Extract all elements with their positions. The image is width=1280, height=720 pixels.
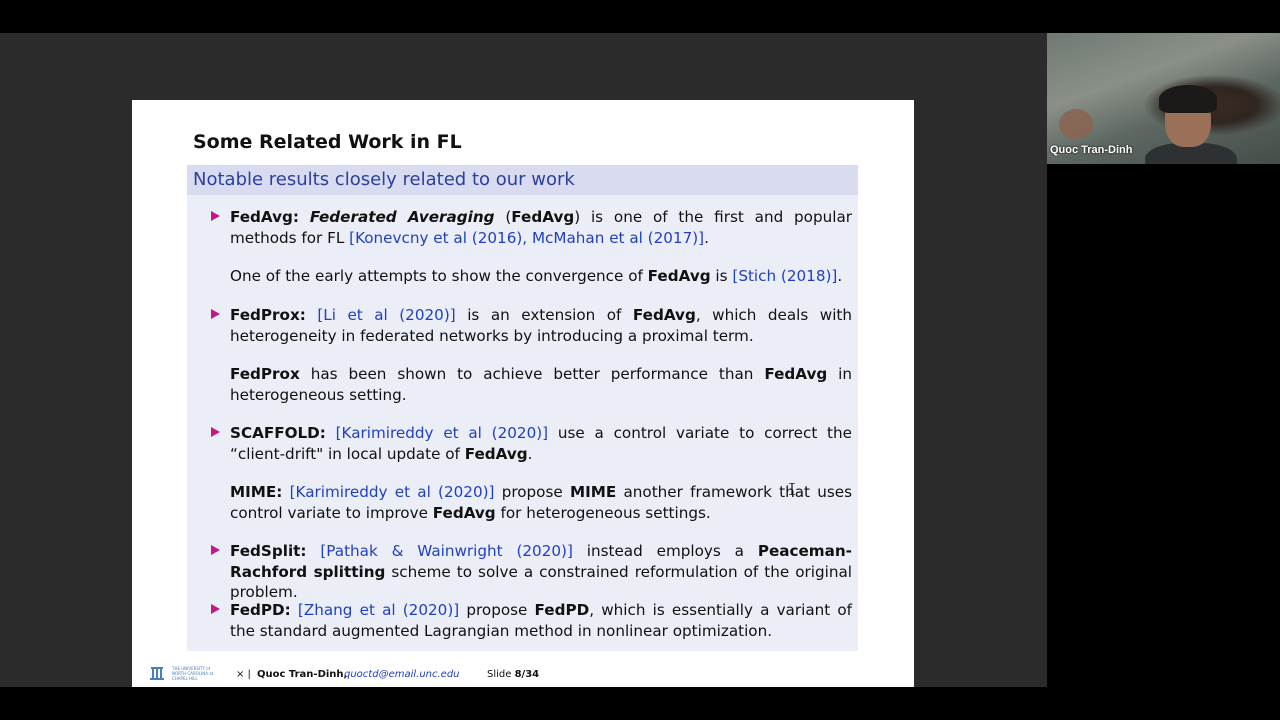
footer-slide-number	[487, 669, 539, 680]
item-text: in heterogeneous setting.	[230, 365, 852, 404]
citation-link[interactable]: [Li et al (2020)]	[317, 306, 456, 324]
item-text: instead employs a	[572, 542, 758, 560]
slide-number: 8/34	[514, 669, 540, 680]
item-text: , which deals with heterogeneity in federated networks by introducing a proximal term.	[230, 306, 853, 345]
list-item-fedsplit	[230, 541, 852, 603]
list-paragraph	[230, 482, 852, 523]
item-text: another framework that uses control variate to improve	[230, 483, 853, 522]
bullet-icon	[211, 309, 220, 319]
item-text: .	[704, 228, 709, 247]
participant-panel	[1047, 33, 1280, 687]
university-logo-icon	[150, 665, 164, 681]
item-text: , which is essentially a variant of the standard augmented Lagrangian method in nonlinear optimization.	[230, 601, 853, 640]
hand-shape	[1059, 109, 1093, 139]
citation-link[interactable]: [Karimireddy et al (2020)]	[335, 424, 549, 442]
item-text: (	[494, 208, 512, 226]
bullet-icon	[211, 427, 220, 437]
item-label: FedSplit:	[230, 542, 307, 560]
slide-footer	[132, 662, 914, 687]
footer-email[interactable]: quoctd@email.unc.edu	[344, 669, 460, 680]
item-bold: FedAvg	[764, 365, 828, 383]
footer-author: Quoc Tran-Dinh,	[257, 669, 348, 680]
bullet-icon	[211, 545, 220, 555]
item-label: FedPD:	[230, 601, 291, 619]
item-text: is	[710, 267, 733, 285]
university-logo-text: THE UNIVERSITY of NORTH CAROLINA at CHAPEL HILL	[172, 666, 214, 681]
item-bold: FedProx	[230, 365, 300, 383]
item-bold: MIME	[569, 483, 617, 501]
list-paragraph	[230, 364, 852, 405]
item-text: scheme to solve a constrained reformulation of the original problem.	[230, 562, 852, 601]
item-text: One of the early attempts to show the convergence of	[230, 267, 648, 285]
block-body	[187, 195, 858, 651]
item-text: use a control variate to correct the “client-drift" in local update of	[230, 424, 852, 463]
bullet-icon	[211, 604, 220, 614]
block-title: Notable results closely related to our work	[187, 165, 858, 195]
item-label: MIME:	[230, 483, 283, 501]
item-bold: FedPD	[534, 601, 590, 619]
item-bold: Peaceman-Rachford splitting	[230, 542, 852, 581]
slide-title: Some Related Work in FL	[193, 131, 462, 153]
item-text: propose	[494, 483, 570, 501]
screen-share-area	[0, 33, 1047, 687]
presentation-slide	[132, 100, 914, 687]
person-hair	[1159, 85, 1217, 113]
participant-name: Quoc Tran-Dinh	[1050, 144, 1133, 156]
item-text: .	[527, 444, 533, 463]
list-item-fedprox	[230, 305, 852, 346]
list-item-fedpd	[230, 600, 852, 641]
item-text: has been shown to achieve better performance than	[299, 365, 765, 383]
item-bold: FedAvg	[632, 306, 696, 324]
text-cursor-icon	[788, 483, 796, 493]
citation-link[interactable]: [Karimireddy et al (2020)]	[289, 483, 495, 501]
list-item-fedavg	[230, 207, 852, 248]
item-text: ) is one of the first and popular methods for FL	[230, 208, 852, 247]
item-bold: FedAvg	[432, 503, 496, 522]
list-paragraph	[230, 266, 852, 287]
item-text: for heterogeneous settings.	[495, 503, 711, 522]
item-text: is an extension of	[455, 306, 633, 324]
item-text: .	[837, 267, 843, 285]
item-label: SCAFFOLD:	[230, 424, 326, 442]
webcam-video-tile[interactable]	[1047, 33, 1280, 164]
footer-separator: × |	[236, 669, 251, 680]
slide-label: Slide	[487, 669, 512, 680]
bullet-icon	[211, 211, 220, 221]
item-label: FedProx:	[230, 306, 306, 324]
item-bold: FedAvg	[647, 267, 711, 285]
citation-link[interactable]: [Stich (2018)]	[732, 267, 838, 285]
citation-link[interactable]: [Pathak & Wainwright (2020)]	[320, 542, 573, 560]
item-bold: FedAvg	[511, 208, 575, 226]
citation-link[interactable]: [Zhang et al (2020)]	[297, 601, 460, 619]
item-text: propose	[459, 601, 535, 619]
item-label: FedAvg:	[230, 208, 299, 226]
list-item-scaffold	[230, 423, 852, 464]
item-bold: FedAvg	[464, 444, 528, 463]
item-emphasis: Federated Averaging	[309, 208, 495, 226]
citation-link[interactable]: [Konevcny et al (2016), McMahan et al (2017)]	[349, 228, 705, 247]
